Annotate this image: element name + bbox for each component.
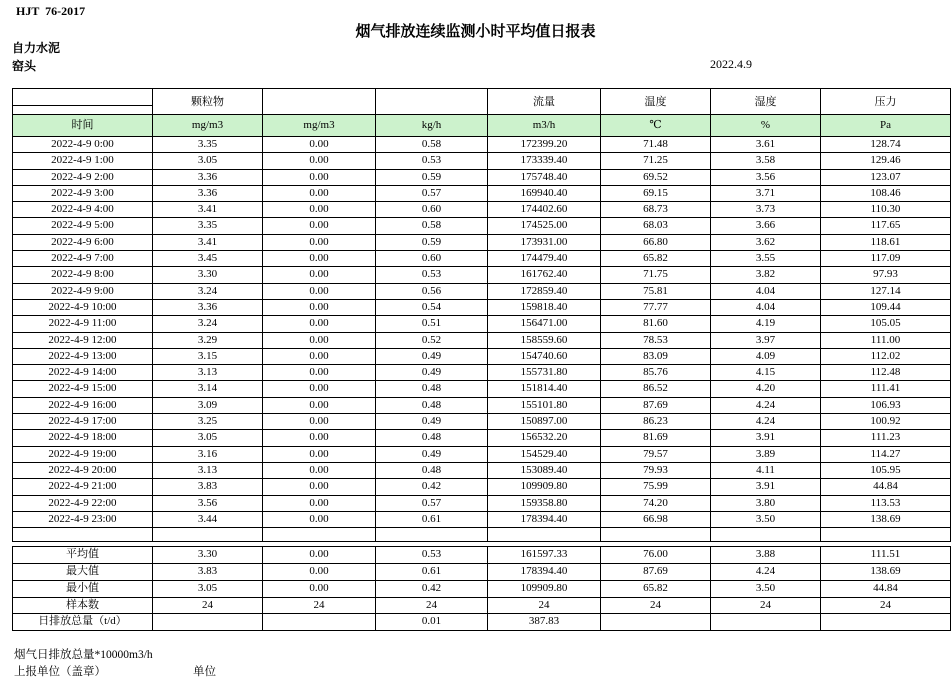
summary-rows (13, 547, 951, 631)
cell: 44.84 (821, 479, 951, 495)
report-date: 2022.4.9 (710, 57, 752, 71)
summary-row (13, 580, 951, 597)
cell: 4.24 (711, 414, 821, 430)
cell: 3.30 (153, 267, 263, 283)
cell: 0.00 (263, 153, 376, 169)
cell: 117.65 (821, 218, 951, 234)
cell: 3.50 (711, 580, 821, 597)
cell: 0.00 (263, 234, 376, 250)
cell: 0.59 (376, 169, 488, 185)
cell: 81.60 (601, 316, 711, 332)
cell: 3.83 (153, 563, 263, 580)
cell: 0.51 (376, 316, 488, 332)
table-row (13, 414, 951, 430)
header-blank-cell (13, 106, 153, 115)
cell: 4.15 (711, 365, 821, 381)
cell: 0.57 (376, 495, 488, 511)
cell: 111.00 (821, 332, 951, 348)
column-header-humidity: 湿度 (711, 89, 821, 115)
cell: 3.15 (153, 348, 263, 364)
cell: 0.53 (376, 267, 488, 283)
column-header-particulate: 颗粒物 (153, 89, 263, 115)
cell: 0.61 (376, 563, 488, 580)
cell (263, 614, 376, 631)
table-row (13, 462, 951, 478)
cell: 173931.00 (488, 234, 601, 250)
cell: 0.00 (263, 479, 376, 495)
cell: 24 (711, 597, 821, 614)
cell: 161597.33 (488, 547, 601, 564)
cell: 151814.40 (488, 381, 601, 397)
data-rows (13, 137, 951, 528)
unit-mg-m3-2: mg/m3 (263, 115, 376, 137)
cell: 0.48 (376, 381, 488, 397)
cell: 0.00 (263, 218, 376, 234)
cell: 0.00 (263, 283, 376, 299)
unit-percent: % (711, 115, 821, 137)
cell: 65.82 (601, 251, 711, 267)
cell: 129.46 (821, 153, 951, 169)
cell: 0.00 (263, 580, 376, 597)
summary-row (13, 563, 951, 580)
cell: 68.73 (601, 202, 711, 218)
cell: 3.36 (153, 299, 263, 315)
summary-row (13, 597, 951, 614)
cell: 110.30 (821, 202, 951, 218)
cell: 75.99 (601, 479, 711, 495)
cell: 3.66 (711, 218, 821, 234)
cell: 2022-4-9 9:00 (13, 283, 153, 299)
units-header-row (13, 115, 951, 137)
cell: 178394.40 (488, 511, 601, 527)
cell: 3.61 (711, 137, 821, 153)
cell: 2022-4-9 2:00 (13, 169, 153, 185)
cell: 0.59 (376, 234, 488, 250)
cell: 平均值 (13, 547, 153, 564)
table-row (13, 169, 951, 185)
cell: 24 (488, 597, 601, 614)
cell: 69.52 (601, 169, 711, 185)
cell: 108.46 (821, 185, 951, 201)
cell: 0.42 (376, 580, 488, 597)
cell: 2022-4-9 8:00 (13, 267, 153, 283)
summary-row (13, 614, 951, 631)
cell: 0.00 (263, 185, 376, 201)
cell: 0.60 (376, 202, 488, 218)
cell: 3.56 (153, 495, 263, 511)
column-header-blank-2 (376, 89, 488, 115)
cell: 0.00 (263, 169, 376, 185)
unit-m3-h: m3/h (488, 115, 601, 137)
cell: 0.49 (376, 348, 488, 364)
cell: 3.82 (711, 267, 821, 283)
cell: 0.56 (376, 283, 488, 299)
table-area (12, 88, 951, 631)
column-header-temperature: 温度 (601, 89, 711, 115)
cell: 2022-4-9 5:00 (13, 218, 153, 234)
cell: 3.36 (153, 185, 263, 201)
cell: 3.30 (153, 547, 263, 564)
cell: 86.23 (601, 414, 711, 430)
cell: 2022-4-9 11:00 (13, 316, 153, 332)
table-row (13, 218, 951, 234)
cell: 2022-4-9 19:00 (13, 446, 153, 462)
cell: 0.00 (263, 316, 376, 332)
table-row (13, 202, 951, 218)
cell: 0.49 (376, 446, 488, 462)
cell: 106.93 (821, 397, 951, 413)
cell: 173339.40 (488, 153, 601, 169)
cell: 0.61 (376, 511, 488, 527)
cell: 111.41 (821, 381, 951, 397)
cell: 118.61 (821, 234, 951, 250)
cell: 0.48 (376, 462, 488, 478)
cell: 97.93 (821, 267, 951, 283)
cell: 3.29 (153, 332, 263, 348)
cell: 175748.40 (488, 169, 601, 185)
table-row (13, 365, 951, 381)
cell: 161762.40 (488, 267, 601, 283)
empty-row (13, 528, 951, 542)
table-row (13, 479, 951, 495)
cell: 0.42 (376, 479, 488, 495)
cell: 174525.00 (488, 218, 601, 234)
cell: 3.88 (711, 547, 821, 564)
cell: 0.00 (263, 462, 376, 478)
cell: 2022-4-9 3:00 (13, 185, 153, 201)
cell: 0.58 (376, 218, 488, 234)
summary-row (13, 547, 951, 564)
cell: 109909.80 (488, 580, 601, 597)
flow-total-note: 烟气日排放总量*10000m3/h (14, 649, 153, 661)
cell: 3.05 (153, 580, 263, 597)
cell: 66.98 (601, 511, 711, 527)
cell: 68.03 (601, 218, 711, 234)
cell: 169940.40 (488, 185, 601, 201)
cell: 3.36 (153, 169, 263, 185)
unit-mg-m3: mg/m3 (153, 115, 263, 137)
cell: 0.00 (263, 251, 376, 267)
pollutant-header-row (13, 89, 951, 106)
cell: 0.00 (263, 365, 376, 381)
cell: 日排放总量（t/d） (13, 614, 153, 631)
cell: 77.77 (601, 299, 711, 315)
cell: 24 (821, 597, 951, 614)
cell: 0.52 (376, 332, 488, 348)
table-row (13, 332, 951, 348)
cell: 155731.80 (488, 365, 601, 381)
cell: 0.60 (376, 251, 488, 267)
column-header-pressure: 压力 (821, 89, 951, 115)
cell: 86.52 (601, 381, 711, 397)
cell: 2022-4-9 1:00 (13, 153, 153, 169)
cell: 156471.00 (488, 316, 601, 332)
cell: 3.80 (711, 495, 821, 511)
monitoring-point: 窑头 (12, 59, 37, 73)
cell: 3.16 (153, 446, 263, 462)
cell: 3.41 (153, 202, 263, 218)
cell: 150897.00 (488, 414, 601, 430)
cell: 2022-4-9 16:00 (13, 397, 153, 413)
cell: 113.53 (821, 495, 951, 511)
cell: 4.04 (711, 299, 821, 315)
cell: 3.41 (153, 234, 263, 250)
cell: 3.09 (153, 397, 263, 413)
cell: 3.35 (153, 218, 263, 234)
cell: 0.48 (376, 397, 488, 413)
unit-celsius: ℃ (601, 115, 711, 137)
cell: 0.00 (263, 446, 376, 462)
cell: 3.89 (711, 446, 821, 462)
cell: 4.19 (711, 316, 821, 332)
cell (821, 614, 951, 631)
cell: 71.25 (601, 153, 711, 169)
table-row (13, 185, 951, 201)
reporting-unit-label: 上报单位（盖章） (14, 666, 106, 677)
summary-table (12, 546, 951, 631)
cell: 2022-4-9 18:00 (13, 430, 153, 446)
cell: 0.00 (263, 267, 376, 283)
table-row (13, 234, 951, 250)
cell: 154529.40 (488, 446, 601, 462)
time-column-header: 时间 (13, 115, 153, 137)
cell: 0.00 (263, 381, 376, 397)
cell: 0.00 (263, 414, 376, 430)
unit-kg-h: kg/h (376, 115, 488, 137)
table-row (13, 251, 951, 267)
cell: 81.69 (601, 430, 711, 446)
table-row (13, 430, 951, 446)
cell: 153089.40 (488, 462, 601, 478)
cell: 65.82 (601, 580, 711, 597)
cell: 2022-4-9 15:00 (13, 381, 153, 397)
cell: 172859.40 (488, 283, 601, 299)
cell: 87.69 (601, 397, 711, 413)
cell: 3.14 (153, 381, 263, 397)
spacer-row-body (13, 528, 951, 542)
cell: 2022-4-9 7:00 (13, 251, 153, 267)
cell: 109.44 (821, 299, 951, 315)
table-row (13, 348, 951, 364)
cell: 71.48 (601, 137, 711, 153)
cell: 2022-4-9 23:00 (13, 511, 153, 527)
table-row (13, 511, 951, 527)
cell: 76.00 (601, 547, 711, 564)
cell: 0.00 (263, 348, 376, 364)
cell (711, 614, 821, 631)
cell: 154740.60 (488, 348, 601, 364)
cell: 3.71 (711, 185, 821, 201)
header-blank-cell (13, 89, 153, 106)
cell: 4.24 (711, 397, 821, 413)
cell: 2022-4-9 21:00 (13, 479, 153, 495)
cell: 0.00 (263, 495, 376, 511)
table-row (13, 283, 951, 299)
page-title: 烟气排放连续监测小时平均值日报表 (355, 24, 596, 40)
cell: 105.05 (821, 316, 951, 332)
cell: 3.62 (711, 234, 821, 250)
table-row (13, 137, 951, 153)
cell: 138.69 (821, 511, 951, 527)
cell: 100.92 (821, 414, 951, 430)
cell: 24 (601, 597, 711, 614)
cell: 2022-4-9 20:00 (13, 462, 153, 478)
cell: 178394.40 (488, 563, 601, 580)
cell (601, 614, 711, 631)
cell: 83.09 (601, 348, 711, 364)
cell: 87.69 (601, 563, 711, 580)
cell: 2022-4-9 22:00 (13, 495, 153, 511)
cell: 3.24 (153, 316, 263, 332)
cell: 0.57 (376, 185, 488, 201)
cell: 79.93 (601, 462, 711, 478)
table-row (13, 267, 951, 283)
cell: 159818.40 (488, 299, 601, 315)
cell: 2022-4-9 10:00 (13, 299, 153, 315)
cell: 0.54 (376, 299, 488, 315)
cell: 159358.80 (488, 495, 601, 511)
cell: 172399.20 (488, 137, 601, 153)
cell: 109909.80 (488, 479, 601, 495)
standard-code: HJT 76-2017 (16, 4, 86, 18)
cell: 44.84 (821, 580, 951, 597)
cell: 69.15 (601, 185, 711, 201)
cell: 3.44 (153, 511, 263, 527)
cell: 78.53 (601, 332, 711, 348)
cell: 0.00 (263, 137, 376, 153)
cell: 138.69 (821, 563, 951, 580)
cell: 3.91 (711, 430, 821, 446)
cell: 174402.60 (488, 202, 601, 218)
cell: 128.74 (821, 137, 951, 153)
cell: 2022-4-9 12:00 (13, 332, 153, 348)
cell: 24 (153, 597, 263, 614)
cell: 0.53 (376, 547, 488, 564)
cell: 3.50 (711, 511, 821, 527)
cell: 387.83 (488, 614, 601, 631)
table-row (13, 153, 951, 169)
cell: 105.95 (821, 462, 951, 478)
cell: 3.56 (711, 169, 821, 185)
cell: 0.58 (376, 137, 488, 153)
cell: 4.11 (711, 462, 821, 478)
cell: 3.83 (153, 479, 263, 495)
cell: 0.00 (263, 299, 376, 315)
cell: 0.49 (376, 414, 488, 430)
table-row (13, 495, 951, 511)
cell: 156532.20 (488, 430, 601, 446)
cell: 71.75 (601, 267, 711, 283)
cell: 155101.80 (488, 397, 601, 413)
cell: 0.48 (376, 430, 488, 446)
cell: 3.35 (153, 137, 263, 153)
cell: 114.27 (821, 446, 951, 462)
cell: 75.81 (601, 283, 711, 299)
cell: 3.13 (153, 365, 263, 381)
cell: 111.23 (821, 430, 951, 446)
cell: 3.58 (711, 153, 821, 169)
cell: 2022-4-9 14:00 (13, 365, 153, 381)
unit-label: 单位 (193, 666, 216, 677)
cell: 4.04 (711, 283, 821, 299)
cell: 2022-4-9 0:00 (13, 137, 153, 153)
table-row (13, 446, 951, 462)
company-name: 自力水泥 (12, 41, 61, 55)
cell: 3.24 (153, 283, 263, 299)
cell: 0.00 (263, 202, 376, 218)
cell: 3.97 (711, 332, 821, 348)
cell: 3.55 (711, 251, 821, 267)
cell: 3.25 (153, 414, 263, 430)
cell: 112.02 (821, 348, 951, 364)
cell: 24 (376, 597, 488, 614)
cell: 79.57 (601, 446, 711, 462)
cell: 127.14 (821, 283, 951, 299)
cell: 样本数 (13, 597, 153, 614)
cell: 0.00 (263, 511, 376, 527)
hourly-data-table (12, 88, 951, 542)
cell: 158559.60 (488, 332, 601, 348)
cell: 74.20 (601, 495, 711, 511)
cell: 3.13 (153, 462, 263, 478)
cell: 4.09 (711, 348, 821, 364)
cell: 最大值 (13, 563, 153, 580)
cell: 112.48 (821, 365, 951, 381)
cell: 0.00 (263, 547, 376, 564)
table-row (13, 299, 951, 315)
cell: 111.51 (821, 547, 951, 564)
cell: 3.91 (711, 479, 821, 495)
cell: 0.49 (376, 365, 488, 381)
cell: 24 (263, 597, 376, 614)
cell: 117.09 (821, 251, 951, 267)
cell: 0.00 (263, 332, 376, 348)
cell: 0.00 (263, 397, 376, 413)
cell: 3.73 (711, 202, 821, 218)
cell: 2022-4-9 4:00 (13, 202, 153, 218)
cell: 4.20 (711, 381, 821, 397)
cell: 123.07 (821, 169, 951, 185)
cell: 66.80 (601, 234, 711, 250)
cell: 0.01 (376, 614, 488, 631)
cell: 2022-4-9 17:00 (13, 414, 153, 430)
unit-pa: Pa (821, 115, 951, 137)
cell: 3.05 (153, 153, 263, 169)
table-row (13, 316, 951, 332)
column-header-blank-1 (263, 89, 376, 115)
cell: 174479.40 (488, 251, 601, 267)
cell: 0.00 (263, 430, 376, 446)
cell: 最小值 (13, 580, 153, 597)
cell: 2022-4-9 13:00 (13, 348, 153, 364)
cell: 85.76 (601, 365, 711, 381)
cell: 3.45 (153, 251, 263, 267)
cell: 4.24 (711, 563, 821, 580)
table-row (13, 397, 951, 413)
cell: 0.53 (376, 153, 488, 169)
column-header-flow: 流量 (488, 89, 601, 115)
cell (153, 614, 263, 631)
cell: 2022-4-9 6:00 (13, 234, 153, 250)
cell: 0.00 (263, 563, 376, 580)
cell: 3.05 (153, 430, 263, 446)
table-row (13, 381, 951, 397)
table-header (13, 89, 951, 137)
